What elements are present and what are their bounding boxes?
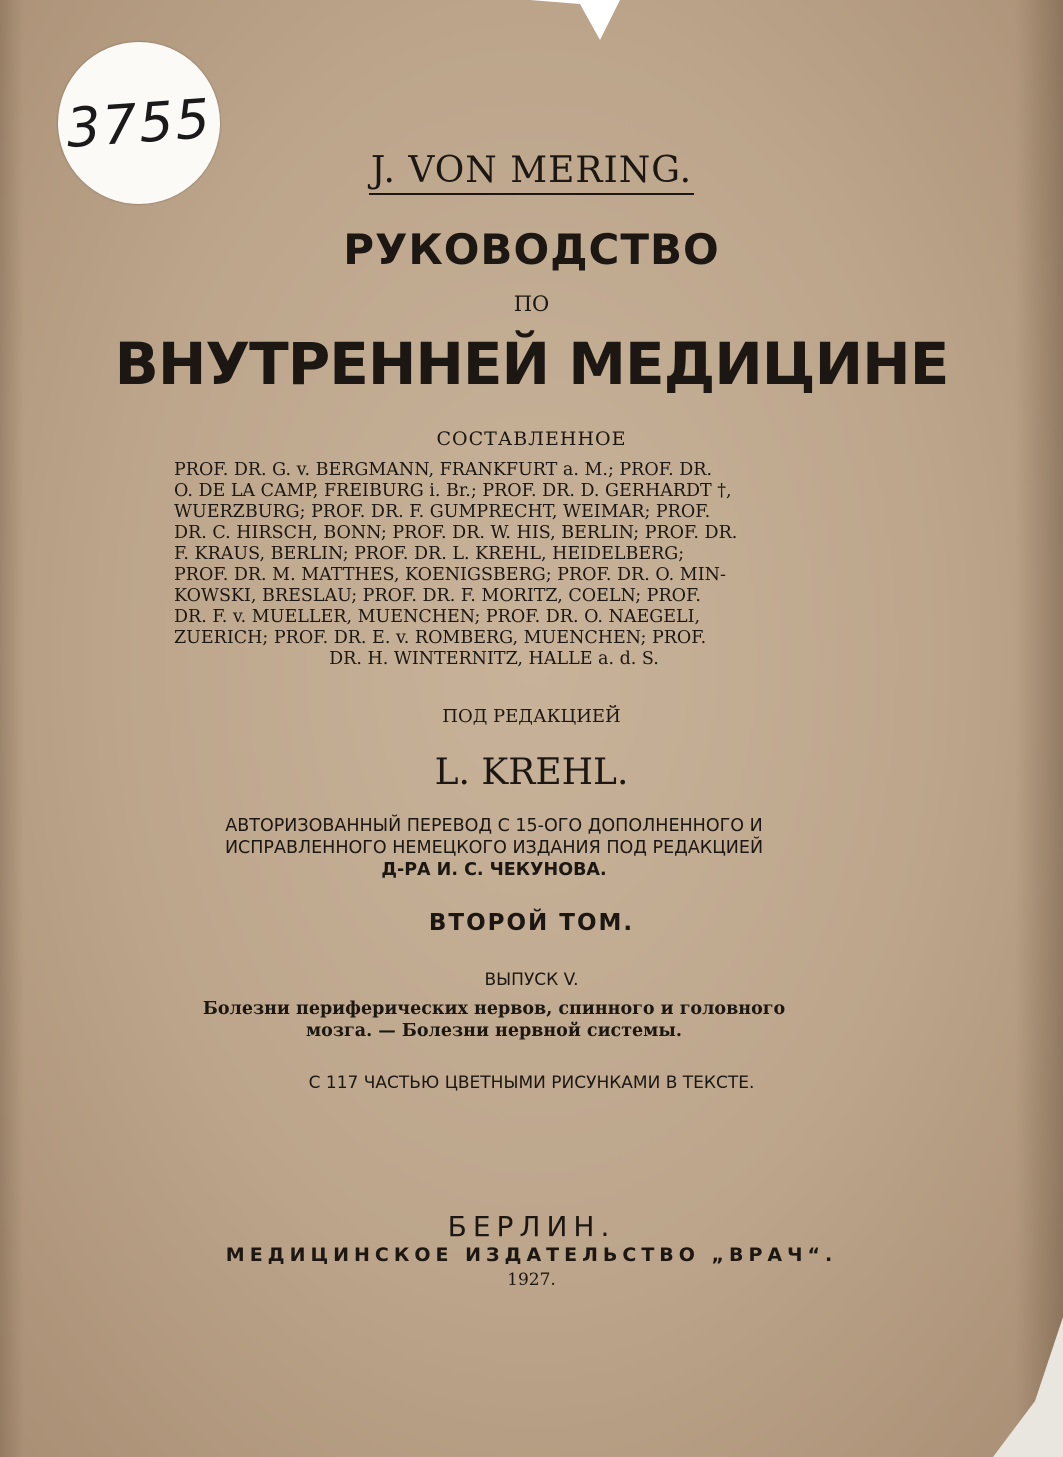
- diseases-line: Болезни периферических нервов, спинного и головного: [202, 999, 786, 1019]
- volume-label: ВТОРОЙ ТОМ.: [428, 910, 635, 936]
- translation-line: ИСПРАВЛЕННОГО НЕМЕЦКОГО ИЗДАНИЯ ПОД РЕДАКЦИЕЙ: [224, 838, 764, 858]
- title-line-1: РУКОВОДСТВО: [343, 225, 720, 274]
- author-name: [0, 150, 1063, 191]
- translation-line: АВТОРИЗОВАННЫЙ ПЕРЕВОД С 15-ОГО ДОПОЛНЕННОГО И: [225, 816, 763, 836]
- translation-line: Д-РА И. С. ЧЕКУНОВА.: [381, 860, 607, 880]
- contributors-line: ZUERICH; PROF. DR. E. v. ROMBERG, MUENCHEN; PROF.: [174, 628, 707, 648]
- contributors-line: DR. C. HIRSCH, BONN; PROF. DR. W. HIS, BERLIN; PROF. DR.: [174, 523, 738, 543]
- contributors-line: O. DE LA CAMP, FREIBURG i. Br.; PROF. DR. D. GERHARDT †,: [174, 481, 732, 501]
- diseases-line: мозга. — Болезни нервной системы.: [305, 1021, 683, 1041]
- contributors-list: [174, 460, 814, 670]
- title-line-3: ВНУТРЕННЕЙ МЕДИЦИНЕ: [114, 330, 949, 398]
- diseases-subtitle: [174, 998, 814, 1042]
- title-line-2: ПО: [513, 292, 550, 316]
- handwritten-number: 3755: [64, 87, 214, 160]
- translation-note: [174, 815, 814, 881]
- contributors-line: PROF. DR. M. MATTHES, KOENIGSBERG; PROF. DR. O. MIN-: [174, 565, 726, 585]
- publication-year: 1927.: [507, 1270, 556, 1290]
- contributors-line: KOWSKI, BRESLAU; PROF. DR. F. MORITZ, COELN; PROF.: [174, 586, 701, 606]
- contributors-line: DR. H. WINTERNITZ, HALLE a. d. S.: [329, 649, 659, 669]
- editor-label: ПОД РЕДАКЦИЕЙ: [442, 706, 621, 727]
- illustrations-note: С 117 ЧАСТЬЮ ЦВЕТНЫМИ РИСУНКАМИ В ТЕКСТЕ.: [308, 1073, 755, 1093]
- contributors-line: WUERZBURG; PROF. DR. F. GUMPRECHT, WEIMAR; PROF.: [174, 502, 711, 522]
- author-text: J. VON MERING.: [369, 150, 694, 195]
- compiled-label: СОСТАВЛЕННОЕ: [436, 428, 627, 450]
- editor-name: L. KREHL.: [434, 752, 629, 793]
- contributors-line: F. KRAUS, BERLIN; PROF. DR. L. KREHL, HEIDELBERG;: [174, 544, 685, 564]
- publication-city: БЕРЛИН.: [447, 1210, 616, 1243]
- contributors-line: DR. F. v. MUELLER, MUENCHEN; PROF. DR. O. NAEGELI,: [174, 607, 701, 627]
- issue-label: ВЫПУСК V.: [484, 970, 579, 990]
- contributors-line: PROF. DR. G. v. BERGMANN, FRANKFURT a. M.; PROF. DR.: [174, 460, 713, 480]
- publisher-name: МЕДИЦИНСКОЕ ИЗДАТЕЛЬСТВО „ВРАЧ“.: [225, 1244, 838, 1266]
